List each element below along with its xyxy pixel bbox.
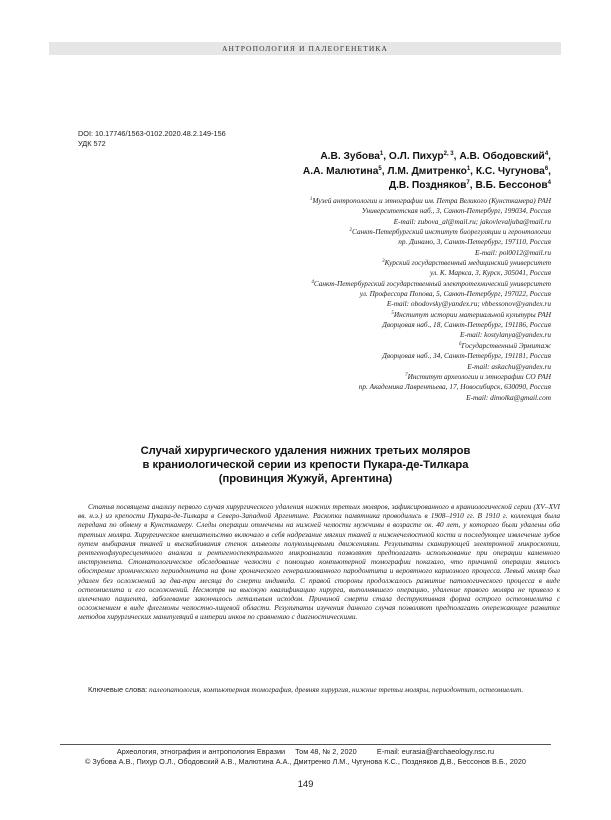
abstract-text: Статья посвящена анализу первого случая хирургического удаления нижних третьих моляров, зафиксированного в краниологической серии (XV–XVI вв. н.э.) из крепости Пукара-де-Тилкара в Северо-Западной Аргентине. Раскопки памятника проводились в 1908–1910 гг. В 1910 г. коллекция была передана по обмену в Кунсткамеру. Следы операции отмечены на нижней челюсти мужчины в возрасте ок. 40 лет, у которого были удалены оба третьих моляра. Хирургическое вмешательство включало в себя надрезание мягких тканей и нижнечелюстной кости и последующее извлечение зубов путем выбирания тканей и выскабливания стенок альвеолы полукольцевыми движениями. Результаты сканирующей электронной микроскопии, рентгенофлуоресцентного анализа и рентгеноспектрального микроанализа позволяют предполагать использование при операции каменного инструмента. Стоматологическое обследование челюсти с помощью компьютерной томографии показало, что причиной операции явилось обострение хронического периодонтита на фоне хронического генерализованного пародонтита и вероятного кариозного процесса. Левый моляр был удален без осложнений за два-три месяца до смерти индивида. С правой стороны продолжалось развитие патологического процесса в виде остеомиелита и его осложнений. Несмотря на высокую квалификацию хирурга, выполнявшего операцию, удаление правого моляра не привело к излечению пациента, заболевание закончилось летальным исходом. Причиной смерти стала деструктивная форма острого остеомиелита с осложнением в виде флегмоны челюстно-лицевой области. Результаты изучения данного случая позволяют предполагать опережающее развитие методов хирургических манипуляций в империи инков по сравнению с диагностическими. — [78, 502, 560, 622]
keywords — [78, 685, 560, 694]
journal-name: Археология, этнография и антропология Евразии — [116, 747, 286, 756]
affiliation-email[interactable]: E-mail: dimolka@gmail.com — [466, 392, 551, 402]
authors-line-3: Д.В. Поздняков$^7$, В.Б. Бессонов$^4$ — [388, 180, 551, 191]
authors-block — [171, 150, 551, 194]
author-sup: 1 — [379, 151, 384, 157]
affiliation-name — [131, 341, 551, 351]
affiliation-sup: 5 — [391, 310, 394, 316]
author-name: А.А. Малютина — [302, 165, 379, 177]
affiliation-title: Музей антропологии и этнографии им. Петра Великого (Кунсткамера) РАН — [312, 196, 551, 205]
affiliation-sup: 1 — [309, 197, 313, 202]
title-line-3: (провинция Жужуй, Аргентина) — [218, 472, 393, 485]
footer-journal-line — [60, 747, 551, 756]
affiliation-name — [131, 258, 551, 268]
affiliation-title: Институт археологии и этнографии СО РАН — [407, 371, 551, 381]
affiliation-title: Санкт-Петербургский государственный электротехнический университет — [313, 278, 551, 288]
affiliation-sup: 7 — [405, 372, 408, 378]
title-line-2: в краниологической серии из крепости Пукара-де-Тилкара — [142, 458, 469, 471]
author-name: Л.М. Дмитренко — [387, 165, 467, 177]
footer-copyright: © Зубова А.В., Пихур О.Л., Ободовский А.В., Малютина А.А., Дмитренко Л.М., Чугунова К.С., Поздняков Д.В., Бессонов В.Б., 2020 — [85, 757, 526, 766]
doi[interactable]: DOI: 10.17746/1563-0102.2020.48.2.149-156 — [78, 129, 226, 138]
affiliation-name — [131, 372, 551, 382]
affiliation-email[interactable]: E-mail: askachu@yandex.ru — [467, 361, 551, 371]
affiliation-address: пр. Академика Лаврентьева, 17, Новосибирск, 630090, Россия — [358, 382, 551, 392]
journal-email[interactable]: E-mail: eurasia@archaeology.nsc.ru — [376, 747, 495, 756]
keywords-label: Ключевые слова: — [88, 685, 148, 694]
author-name: А.В. Ободовский — [459, 151, 545, 162]
affiliation-address: пр. Динамо, 3, Санкт-Петербург, 197110, Россия — [398, 237, 551, 247]
affiliation-email[interactable]: E-mail: zubova_al@mail.ru; jakovlevaljuba@mail.ru — [393, 216, 551, 226]
keywords-text: палеопатология, компьютерная томография, древняя хирургия, нижние третьи моляры, периодонтит, остеомиелит. — [149, 685, 524, 694]
affiliation-name — [131, 196, 551, 206]
article-meta — [78, 129, 226, 148]
author-sup: 2, 3 — [443, 151, 454, 157]
journal-volume: Том 48, № 2, 2020 — [295, 747, 357, 756]
affiliation-sup: 3 — [382, 259, 385, 265]
author-sup: 4 — [544, 151, 549, 157]
author-name: Д.В. Поздняков — [388, 180, 467, 191]
authors-line-2: А.А. Малютина$^5$, Л.М. Дмитренко$^1$, К.С. Чугунова$^6$, — [302, 165, 551, 177]
affiliation-sup: 2 — [349, 228, 353, 234]
author-sup: 5 — [378, 165, 382, 172]
page-number: 149 — [297, 779, 314, 790]
authors-line-1: А.В. Зубова$^1$, О.Л. Пихур$^{2, 3}$, А.В. Ободовский$^4$, — [320, 151, 551, 162]
affiliation-title: Санкт-Петербургский институт биорегуляции и геронтологии — [352, 227, 551, 237]
affiliation-name — [131, 227, 551, 237]
author-sup: 6 — [544, 165, 549, 172]
affiliation-email[interactable]: E-mail: kostylanya@yandex.ru — [459, 330, 551, 340]
affiliation-title: Курский государственный медицинский университет — [384, 258, 551, 268]
abstract — [78, 502, 560, 622]
author-name: К.С. Чугунова — [475, 165, 545, 177]
affiliation-address: Университетская наб., 3, Санкт-Петербург, 199034, Россия — [361, 206, 551, 216]
author-name: А.В. Зубова — [320, 151, 380, 162]
affiliation-name — [131, 310, 551, 320]
affiliation-name — [131, 279, 551, 289]
author-sup: 1 — [466, 165, 471, 172]
affiliation-title: Государственный Эрмитаж — [461, 340, 551, 350]
affiliation-address: Дворцовая наб., 34, Санкт-Петербург, 191181, Россия — [382, 351, 551, 361]
affiliations-block — [131, 196, 551, 403]
affiliation-address: ул. Профессора Попова, 5, Санкт-Петербург, 197022, Россия — [359, 289, 551, 299]
section-header: АНТРОПОЛОГИЯ И ПАЛЕОГЕНЕТИКА — [221, 44, 389, 53]
author-name: О.Л. Пихур — [388, 151, 444, 162]
author-sup: 7 — [466, 180, 470, 186]
udk: УДК 572 — [78, 138, 106, 148]
affiliation-sup: 4 — [311, 279, 314, 285]
affiliation-sup: 6 — [458, 341, 462, 347]
footer-divider — [60, 744, 551, 745]
title-line-1: Случай хирургического удаления нижних третьих моляров — [140, 445, 471, 457]
article-title — [60, 445, 551, 486]
affiliation-address: Дворцовая наб., 18, Санкт-Петербург, 191186, Россия — [382, 320, 551, 330]
affiliation-email[interactable]: E-mail: obodovsky@yandex.ru; vbbessonov@yandex.ru — [386, 299, 551, 309]
author-sup: 4 — [547, 180, 551, 186]
author-name: В.Б. Бессонов — [475, 180, 548, 191]
affiliation-address: ул. К. Маркса, 3, Курск, 305041, Россия — [430, 268, 551, 278]
affiliation-title: Институт истории материальной культуры РАН — [393, 309, 551, 319]
affiliation-email[interactable]: E-mail: pol0012@mail.ru — [474, 247, 551, 257]
